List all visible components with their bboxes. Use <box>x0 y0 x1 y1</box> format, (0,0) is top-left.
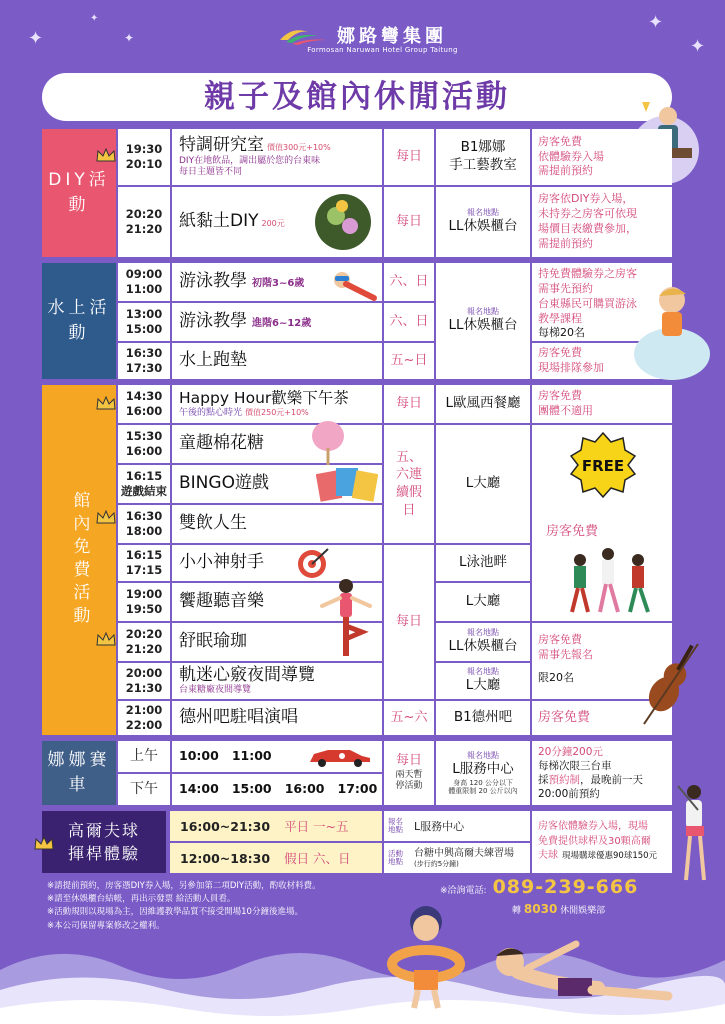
note-cell: 房客免費 團體不適用 <box>532 385 672 423</box>
location-cell: L歐風西餐廳 <box>436 385 530 423</box>
page-title: 親子及館內休閒活動 <box>42 73 672 121</box>
section-free <box>42 385 116 735</box>
activity-cell: 軌迷心竅夜間導覽 台東糖廠夜間導覽 <box>172 663 382 699</box>
time-cell: 09:00 11:00 <box>118 263 170 301</box>
violin-illustration <box>640 636 702 728</box>
time-pm: 下午 <box>118 774 170 805</box>
star-icon: ✦ <box>90 13 99 24</box>
section-golf: 高爾夫球揮桿體驗 <box>42 811 166 873</box>
brand-name: 娜路彎集團 <box>337 26 448 47</box>
time-cell: 13:00 15:00 <box>118 303 170 341</box>
location-cell: L泳池畔 <box>436 545 530 581</box>
activity-cell: 雙飲人生 <box>172 505 382 543</box>
contact-extension: 8030 <box>523 902 558 916</box>
time-cell: 20:20 21:20 <box>118 187 170 257</box>
swimming-man-illustration <box>488 938 678 1018</box>
time-cell: 21:00 22:00 <box>118 701 170 735</box>
golf-weekend-row: 12:00~18:30 假日 六、日 <box>170 843 382 873</box>
time-cell: 16:15 17:15 <box>118 545 170 581</box>
footer-notes <box>47 880 321 933</box>
frequency-cell: 每日 <box>384 385 434 423</box>
section-water: 水上活動 <box>42 263 116 379</box>
activity-cell: BINGO遊戲 <box>172 465 382 503</box>
dancers-illustration <box>560 546 660 618</box>
contact-info: ※洽詢電話: 089-239-666 轉 8030 休閒娛樂部 <box>440 876 639 916</box>
star-icon: ✦ <box>124 31 135 45</box>
crown-icon <box>96 148 116 162</box>
race-times-am: 10:00 11:00 <box>172 741 382 772</box>
frequency-cell: 每日 <box>384 545 434 699</box>
activity-cell: 小小神射手 <box>172 545 382 581</box>
footer-note: ※活動規則以現場為主，因維護教學品質不接受開場10分鐘後進場。 <box>47 907 303 918</box>
contact-phone[interactable]: 089-239-666 <box>492 876 639 898</box>
contact-label: ※洽詢電話: <box>440 886 487 896</box>
star-icon: ✦ <box>648 12 664 33</box>
time-cell: 20:00 21:30 <box>118 663 170 699</box>
yoga-illustration <box>318 576 374 660</box>
footer-note: ※請至休娛櫃台結帳，再出示發票 給活動人員看。 <box>47 894 236 905</box>
location-cell: B1娜娜 手工藝教室 <box>436 129 530 185</box>
golf-activity-location: 活動地點 台糖中興高爾夫練習場 (步行約5分鐘) <box>384 843 530 873</box>
activity-cell: Happy Hour歡樂下午茶 午後的點心時光 價值250元+10% <box>172 385 382 423</box>
location-cell: L大廳 <box>436 583 530 621</box>
footer-note: ※本公司保留專案修改之權利。 <box>47 920 165 931</box>
frequency-cell: 每日 兩天暫 停活動 <box>384 741 434 805</box>
frequency-cell: 五~日 <box>384 343 434 379</box>
frequency-cell: 五~六 <box>384 701 434 735</box>
golfer-illustration <box>672 780 720 890</box>
note-cell: 20分鐘200元 每梯次限三台車 採預約制，最晚前一天 20:00前預約 <box>532 741 672 805</box>
activity-cell: 水上跑墊 <box>172 343 382 379</box>
location-cell: 報名地點 LL休娛櫃台 <box>436 623 530 661</box>
time-cell: 19:00 19:50 <box>118 583 170 621</box>
footer-note: ※請提前預約，房客憑DIY券入場，另參加第二項DIY活動，酌收材料費。 <box>47 881 321 891</box>
note-cell: 房客免費 <box>532 701 672 735</box>
cotton-candy-illustration <box>306 418 350 470</box>
frequency-cell: 每日 <box>384 129 434 185</box>
kid-ring-illustration <box>384 902 474 1012</box>
activity-cell: 特調研究室 價值300元+10% DIY在地飲品，調出屬於您的台東味 每日主題皆不同 <box>172 129 382 185</box>
swimmer-illustration <box>326 268 380 308</box>
crown-icon <box>96 632 116 646</box>
brand-name-en: Formosan Naruwan Hotel Group Taitung <box>307 46 458 54</box>
time-cell: 16:30 18:00 <box>118 505 170 543</box>
location-cell: 報名地點 LL休娛櫃台 <box>436 263 530 379</box>
brand-header <box>0 22 725 57</box>
kid-float-illustration <box>634 282 710 382</box>
bingo-cards-illustration <box>316 464 378 506</box>
frequency-cell: 五、六連續假日 <box>384 425 434 543</box>
time-cell: 20:20 21:20 <box>118 623 170 661</box>
note-cell: 持免費體驗券之房客 需事先預約 台東縣民可購買游泳 教學課程 每梯20名 <box>532 263 672 341</box>
time-am: 上午 <box>118 741 170 772</box>
star-icon: ✦ <box>28 28 44 49</box>
note-cell: 房客依體驗券入場，現場 免費提供球桿及30顆高爾 夫球 現場購球優惠90球150元 <box>532 811 672 873</box>
location-cell: 報名地點 L服務中心 身高 120 公分以下 體重限制 20 公斤以內 <box>436 741 530 805</box>
crown-icon <box>34 836 54 850</box>
location-cell: 報名地點 L大廳 <box>436 663 530 699</box>
time-cell: 16:15 遊戲結束 <box>118 465 170 503</box>
time-cell: 15:30 16:00 <box>118 425 170 463</box>
location-cell: L大廳 <box>436 425 530 543</box>
target-icon <box>296 547 330 579</box>
free-note: 房客免費 <box>546 524 599 539</box>
activity-cell: 德州吧駐唱演唱 <box>172 701 382 735</box>
section-racing: 娜娜賽車 <box>42 741 116 805</box>
time-cell: 19:30 20:10 <box>118 129 170 185</box>
frequency-cell: 六、日 <box>384 263 434 301</box>
time-cell: 16:30 17:30 <box>118 343 170 379</box>
frequency-cell: 每日 <box>384 187 434 257</box>
section-diy: DIY活動 <box>42 129 116 257</box>
section-free-label: 館內免費活動 <box>69 491 90 629</box>
clay-craft-illustration <box>312 192 374 252</box>
location-cell: 報名地點 LL休娛櫃台 <box>436 187 530 257</box>
activity-cell: 游泳教學 進階6~12歲 <box>172 303 382 341</box>
activity-cell: 紙黏土DIY 200元 <box>172 187 382 257</box>
free-badge-icon <box>570 432 636 498</box>
location-cell: B1德州吧 <box>436 701 530 735</box>
note-cell: 房客免費 依體驗券入場 需提前預約 <box>532 129 672 185</box>
crown-icon <box>96 510 116 524</box>
naruwan-logo-icon <box>278 22 328 48</box>
crown-icon <box>96 396 116 410</box>
note-cell: 房客依DIY券入場， 未持券之房客可依現 場價目表繳費參加， 需提前預約 <box>532 187 672 257</box>
race-times-pm: 14:00 15:00 16:00 17:00 <box>172 774 382 805</box>
race-car-icon <box>306 746 374 768</box>
time-cell: 14:30 16:00 <box>118 385 170 423</box>
golf-signup-location: 報名地點 L服務中心 <box>384 811 530 841</box>
frequency-cell: 六、日 <box>384 303 434 341</box>
note-cell: 房客免費 需事先報名 限20名 <box>532 623 672 699</box>
free-badge-text: FREE <box>581 457 625 475</box>
activity-cell: 舒眠瑜珈 <box>172 623 382 661</box>
activity-cell: 游泳教學 初階3~6歲 <box>172 263 382 301</box>
golf-weekday-row: 16:00~21:30 平日 一~五 <box>170 811 382 841</box>
note-cell: 房客免費 現場排隊參加 <box>532 343 672 379</box>
star-icon: ✦ <box>690 36 706 57</box>
activity-cell: 饗趣聽音樂 <box>172 583 382 621</box>
activity-cell: 童趣棉花糖 <box>172 425 382 463</box>
